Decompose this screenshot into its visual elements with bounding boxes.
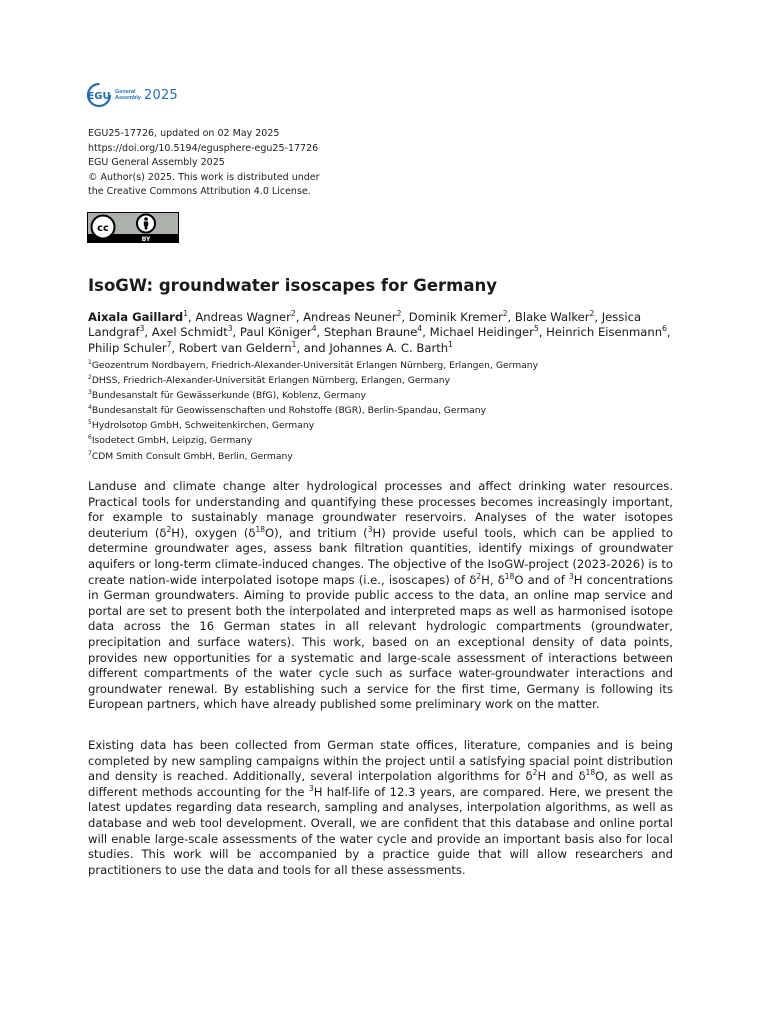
affiliation-number: 4 (88, 404, 92, 412)
affiliation-number: 6 (88, 434, 92, 442)
author-name: Johannes A. C. Barth (329, 340, 449, 355)
affiliation-list (88, 358, 688, 464)
paragraph-text: Existing data has been collected from German state offices, literature, companies and is being completed by new sampling campaigns within the project until a satisfying spacial point distribution and density is reached. Additionally, several interpolation algorithms for δ (88, 738, 673, 784)
author-affiliation-number: 7 (166, 339, 172, 349)
author (88, 310, 188, 324)
author-affiliation-number: 2 (290, 309, 296, 319)
logo-line2: Assembly (115, 95, 141, 101)
paragraph-text: O and of (514, 572, 569, 587)
isotope-superscript: 3 (367, 524, 373, 534)
affiliation-item (88, 449, 688, 464)
author-affiliation-number: 1 (183, 309, 188, 319)
paragraph-text: Landuse and climate change alter hydrological processes and affect drinking water resources. Practical tools for understanding and quantifying these processes becomes increasingly important, for example to sustainably manage groundwater reservoirs. Analyses of the water isotopes deuterium (δ (88, 479, 673, 540)
logo-line1: General (115, 88, 136, 95)
author-name: Michael Heidinger (429, 325, 534, 340)
meta-doi[interactable]: https://doi.org/10.5194/egusphere-egu25-17726 (88, 142, 319, 154)
author-name: Axel Schmidt (151, 325, 228, 340)
meta-license: the Creative Commons Attribution 4.0 License. (88, 186, 311, 198)
affiliation-number: 2 (88, 374, 92, 382)
author (409, 310, 508, 324)
author (195, 310, 295, 324)
attribution-person-icon (137, 215, 155, 233)
affiliation-text: CDM Smith Consult GmbH, Berlin, Germany (91, 450, 293, 462)
author-name: Philip Schuler (88, 340, 167, 355)
cc-by-license-badge[interactable] (87, 212, 179, 243)
affiliation-number: 5 (88, 419, 92, 427)
author (515, 310, 594, 324)
author-affiliation-number: 2 (589, 309, 595, 319)
author-name: Robert van Geldern (178, 340, 292, 355)
affiliation-item (88, 373, 688, 388)
affiliation-item (88, 418, 688, 433)
abstract-paragraph-2 (88, 738, 673, 878)
author-list: Aixala Gaillard$^1$, Andreas Wagner$^2$, Andreas Neuner$^2$, Dominik Kremer$^2$, Blake Walker$^2$, Jessica Landgraf$^3$, Axel Schmidt$^3$, Paul Königer$^4$, Stephan Braune$^4$, Michael Heidinger$^5$, Heinrich Eisenmann$^6$, Philip Schuler$^7$, Robert van Geldern$^1$, and Johannes A. C. Barth$^1$ (88, 309, 671, 355)
author (324, 325, 422, 339)
paragraph-text: H half-life of 12.3 years, are compared. Here, we present the latest updates regarding data research, sampling and analyses, interpolation algorithms, as well as database and web tool development. Overall, we are confident that this database and online portal will enable large-scale assessments of the water cycle and provide an important basis also for local studies. This work will be accompanied by a practice guide that will allow researchers and practitioners to use the data and tools for all these assessments. (88, 784, 673, 877)
abstract-meta (88, 127, 388, 200)
isotope-superscript: 18 (255, 524, 266, 534)
author-name: Dominik Kremer (408, 310, 503, 324)
affiliation-item (88, 403, 688, 418)
isotope-superscript: 2 (532, 768, 538, 778)
author-affiliation-number: 3 (139, 324, 145, 334)
affiliation-item (88, 358, 688, 373)
abstract-title: IsoGW: groundwater isoscapes for Germany (88, 276, 498, 295)
affiliation-text: DHSS, Friedrich-Alexander-Universität Erlangen Nürnberg, Erlangen, Germany (91, 375, 451, 387)
author-name: Andreas Neuner (303, 310, 397, 324)
isotope-superscript: 3 (568, 571, 574, 581)
paragraph-text: O, as well as different methods accounting for the (88, 769, 674, 799)
affiliation-text: Isodetect GmbH, Leipzig, Germany (91, 435, 253, 447)
meta-id: EGU25-17726, updated on 02 May 2025 (88, 128, 280, 139)
isotope-superscript: 2 (166, 524, 172, 534)
author (430, 325, 539, 339)
author-name: Aixala Gaillard (88, 310, 184, 324)
paragraph-text: H, δ (481, 572, 505, 587)
paragraph-text: H), oxygen (δ (171, 525, 256, 540)
author (152, 325, 233, 339)
isotope-superscript: 2 (476, 571, 482, 581)
affiliation-number: 1 (88, 358, 92, 366)
author-affiliation-number: 4 (417, 324, 423, 334)
author (329, 341, 453, 355)
author (240, 325, 317, 339)
author-affiliation-number: 1 (291, 339, 297, 349)
affiliation-number: 7 (88, 449, 92, 457)
author-affiliation-number: 2 (502, 309, 508, 319)
license-badge-label: BY (141, 236, 151, 243)
logo-year: 2025 (144, 87, 178, 103)
author (546, 325, 667, 339)
logo-subtitle (115, 89, 141, 102)
author-affiliation-number: 4 (311, 324, 317, 334)
affiliation-number: 3 (88, 389, 92, 397)
affiliation-text: Geozentrum Nordbayern, Friedrich-Alexander-Universität Erlangen Nürnberg, Erlangen, Germany (91, 360, 539, 371)
abstract-paragraph-1 (88, 479, 673, 713)
author-affiliation-number: 2 (396, 309, 402, 319)
author (179, 341, 297, 355)
egu-logo[interactable] (87, 82, 178, 108)
egu-globe-icon (87, 83, 113, 107)
author-name: Stephan Braune (323, 325, 418, 340)
logo-egu-text: EGU (87, 91, 111, 102)
author-affiliation-number: 6 (662, 324, 667, 334)
affiliation-item (88, 388, 688, 403)
paragraph-text: O), and tritium ( (265, 525, 368, 540)
meta-copyright: © Author(s) 2025. This work is distributed under (88, 171, 320, 183)
author-affiliation-number: 5 (533, 324, 539, 334)
isotope-superscript: 18 (504, 571, 515, 581)
isotope-superscript: 18 (585, 768, 596, 778)
author-name: Andreas Wagner (195, 310, 291, 324)
author-name: Blake Walker (514, 310, 590, 324)
paragraph-text: H concentrations in German groundwaters. Aiming to provide public access to the data, an online map service and portal are set to present both the interpolated and interpreted maps as well as harmonised isotope data across the 16 German states in all relevant hydrologic compartments (groundwater, precipitation and surface waters). This work, based on an exceptional density of data points, provides new opportunities for a systematic and large-scale assessment of interactions between different compartments of the water cycle such as surface water-groundwater interactions and groundwater renewal. By establishing such a service for the first time, Germany is following its European partners, which have already published some preliminary work on the matter. (88, 572, 673, 712)
author (303, 310, 401, 324)
affiliation-text: Hydrolsotop GmbH, Schweitenkirchen, Germany (91, 420, 315, 432)
paragraph-text: H) provide useful tools, which can be applied to determine groundwater ages, assess bank filtration quantities, identify mixings of groundwater aquifers or long-term climate-induced changes. The objective of the IsoGW-project (2023-2026) is to create nation-wide interpolated isotope maps (i.e., isoscapes) of δ (88, 525, 674, 587)
author-name: Heinrich Eisenmann (546, 325, 663, 340)
isotope-superscript: 3 (308, 783, 314, 793)
affiliation-text: Bundesanstalt für Gewässerkunde (BfG), Koblenz, Germany (91, 390, 366, 402)
author-affiliation-number: 3 (227, 324, 233, 334)
meta-assembly: EGU General Assembly 2025 (88, 157, 225, 169)
affiliation-item (88, 433, 688, 448)
author-name: Paul Königer (239, 325, 312, 340)
affiliation-text: Bundesanstalt für Geowissenschaften und Rohstoffe (BGR), Berlin-Spandau, Germany (91, 405, 487, 417)
svg-text:cc: cc (97, 223, 109, 234)
cc-icon (92, 216, 115, 239)
author-name: Jessica Landgraf (88, 310, 642, 340)
paragraph-text: H and δ (537, 769, 586, 784)
author (88, 341, 171, 355)
author-affiliation-number: 1 (448, 339, 453, 349)
